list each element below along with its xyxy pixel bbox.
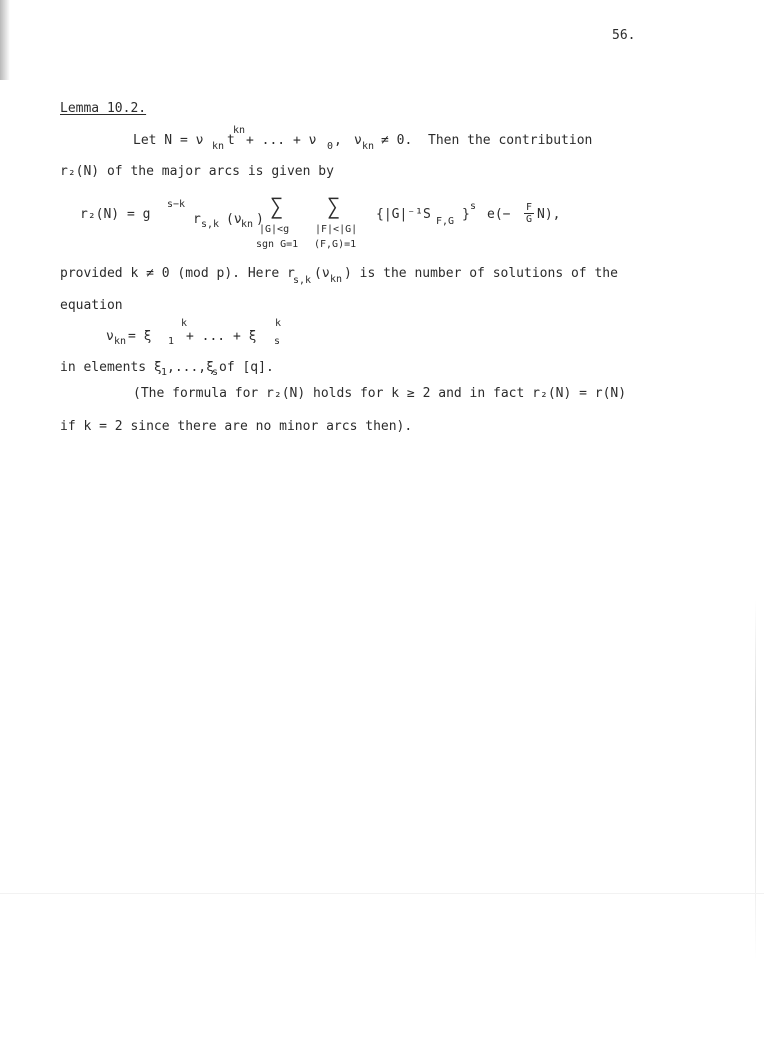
formula-tail: N), [537,207,561,222]
r-argument-close: ) [256,212,264,227]
let-text: Let N = ν [133,133,204,148]
fraction-denominator: G [526,214,533,225]
scan-edge-right [755,600,756,960]
formula-lhs: r₂(N) = g [80,207,151,222]
sum2-condition-b: (F,G)=1 [314,239,357,250]
elements-dots: ,...,ξ [167,360,214,375]
subscript-kn: kn [212,141,225,152]
eq-subscript-1: 1 [168,336,175,347]
subscript-0: 0 [327,141,334,152]
lemma-heading: Lemma 10.2. [60,101,147,116]
formula-remark: (The formula for r₂(N) holds for k ≥ 2 and in fact r₂(N) = r(N) [133,386,627,401]
superscript-s-minus-k: s−k [167,199,186,210]
eq-superscript-k-2: k [275,318,282,329]
nu-open: (ν [314,266,330,281]
brace-close: } [462,207,470,222]
r-argument: (ν [226,212,242,227]
t-symbol: t [227,133,235,148]
eq-superscript-k-1: k [181,318,188,329]
eq-dots: + ... + ξ [186,329,257,344]
r-symbol: r [193,212,201,227]
el-subscript-s: s [212,367,219,378]
nu-symbol: ν [354,133,362,148]
subscript-s-k-2: s,k [293,275,312,286]
eq-middle: = ξ [128,329,152,344]
sum-continuation: + ... + ν [246,133,317,148]
subscript-kn-4: kn [330,274,343,285]
brace-term: {|G|⁻¹S [376,207,431,222]
solutions-text: ) is the number of solutions of the [344,266,618,281]
eq-subscript-kn: kn [114,336,127,347]
comma: , [334,133,342,148]
superscript-kn: kn [233,125,246,136]
fraction-numerator: F [526,202,533,213]
el-subscript-1: 1 [161,367,168,378]
equation-word: equation [60,298,123,313]
sum1-condition-b: sgn G=1 [256,239,299,250]
sum1-condition-a: |G|<g [259,224,290,235]
elements-text: in elements ξ [60,360,162,375]
summation-1: ∑ [270,195,284,220]
of-q-text: of [q]. [219,360,274,375]
subscript-s-k: s,k [201,219,220,230]
superscript-s: s [470,201,477,212]
major-arcs-line: r₂(N) of the major arcs is given by [60,164,334,179]
sum2-condition-a: |F|<|G| [315,224,358,235]
scan-edge-left [0,0,10,80]
provided-text: provided k ≠ 0 (mod p). Here r [60,266,295,281]
subscript-kn-2: kn [362,141,375,152]
page-number: 56. [612,28,636,43]
then-text: Then the contribution [428,133,593,148]
subscript-kn-3: kn [241,219,254,230]
subscript-f-g: F,G [436,216,455,227]
eq-nu: ν [106,329,114,344]
not-zero: ≠ 0. [381,133,413,148]
minor-arcs-remark: if k = 2 since there are no minor arcs then). [60,419,413,434]
summation-2: ∑ [327,195,341,220]
eq-subscript-s: s [274,336,281,347]
scan-fold-line [0,893,764,894]
exponential: e(− [487,207,511,222]
